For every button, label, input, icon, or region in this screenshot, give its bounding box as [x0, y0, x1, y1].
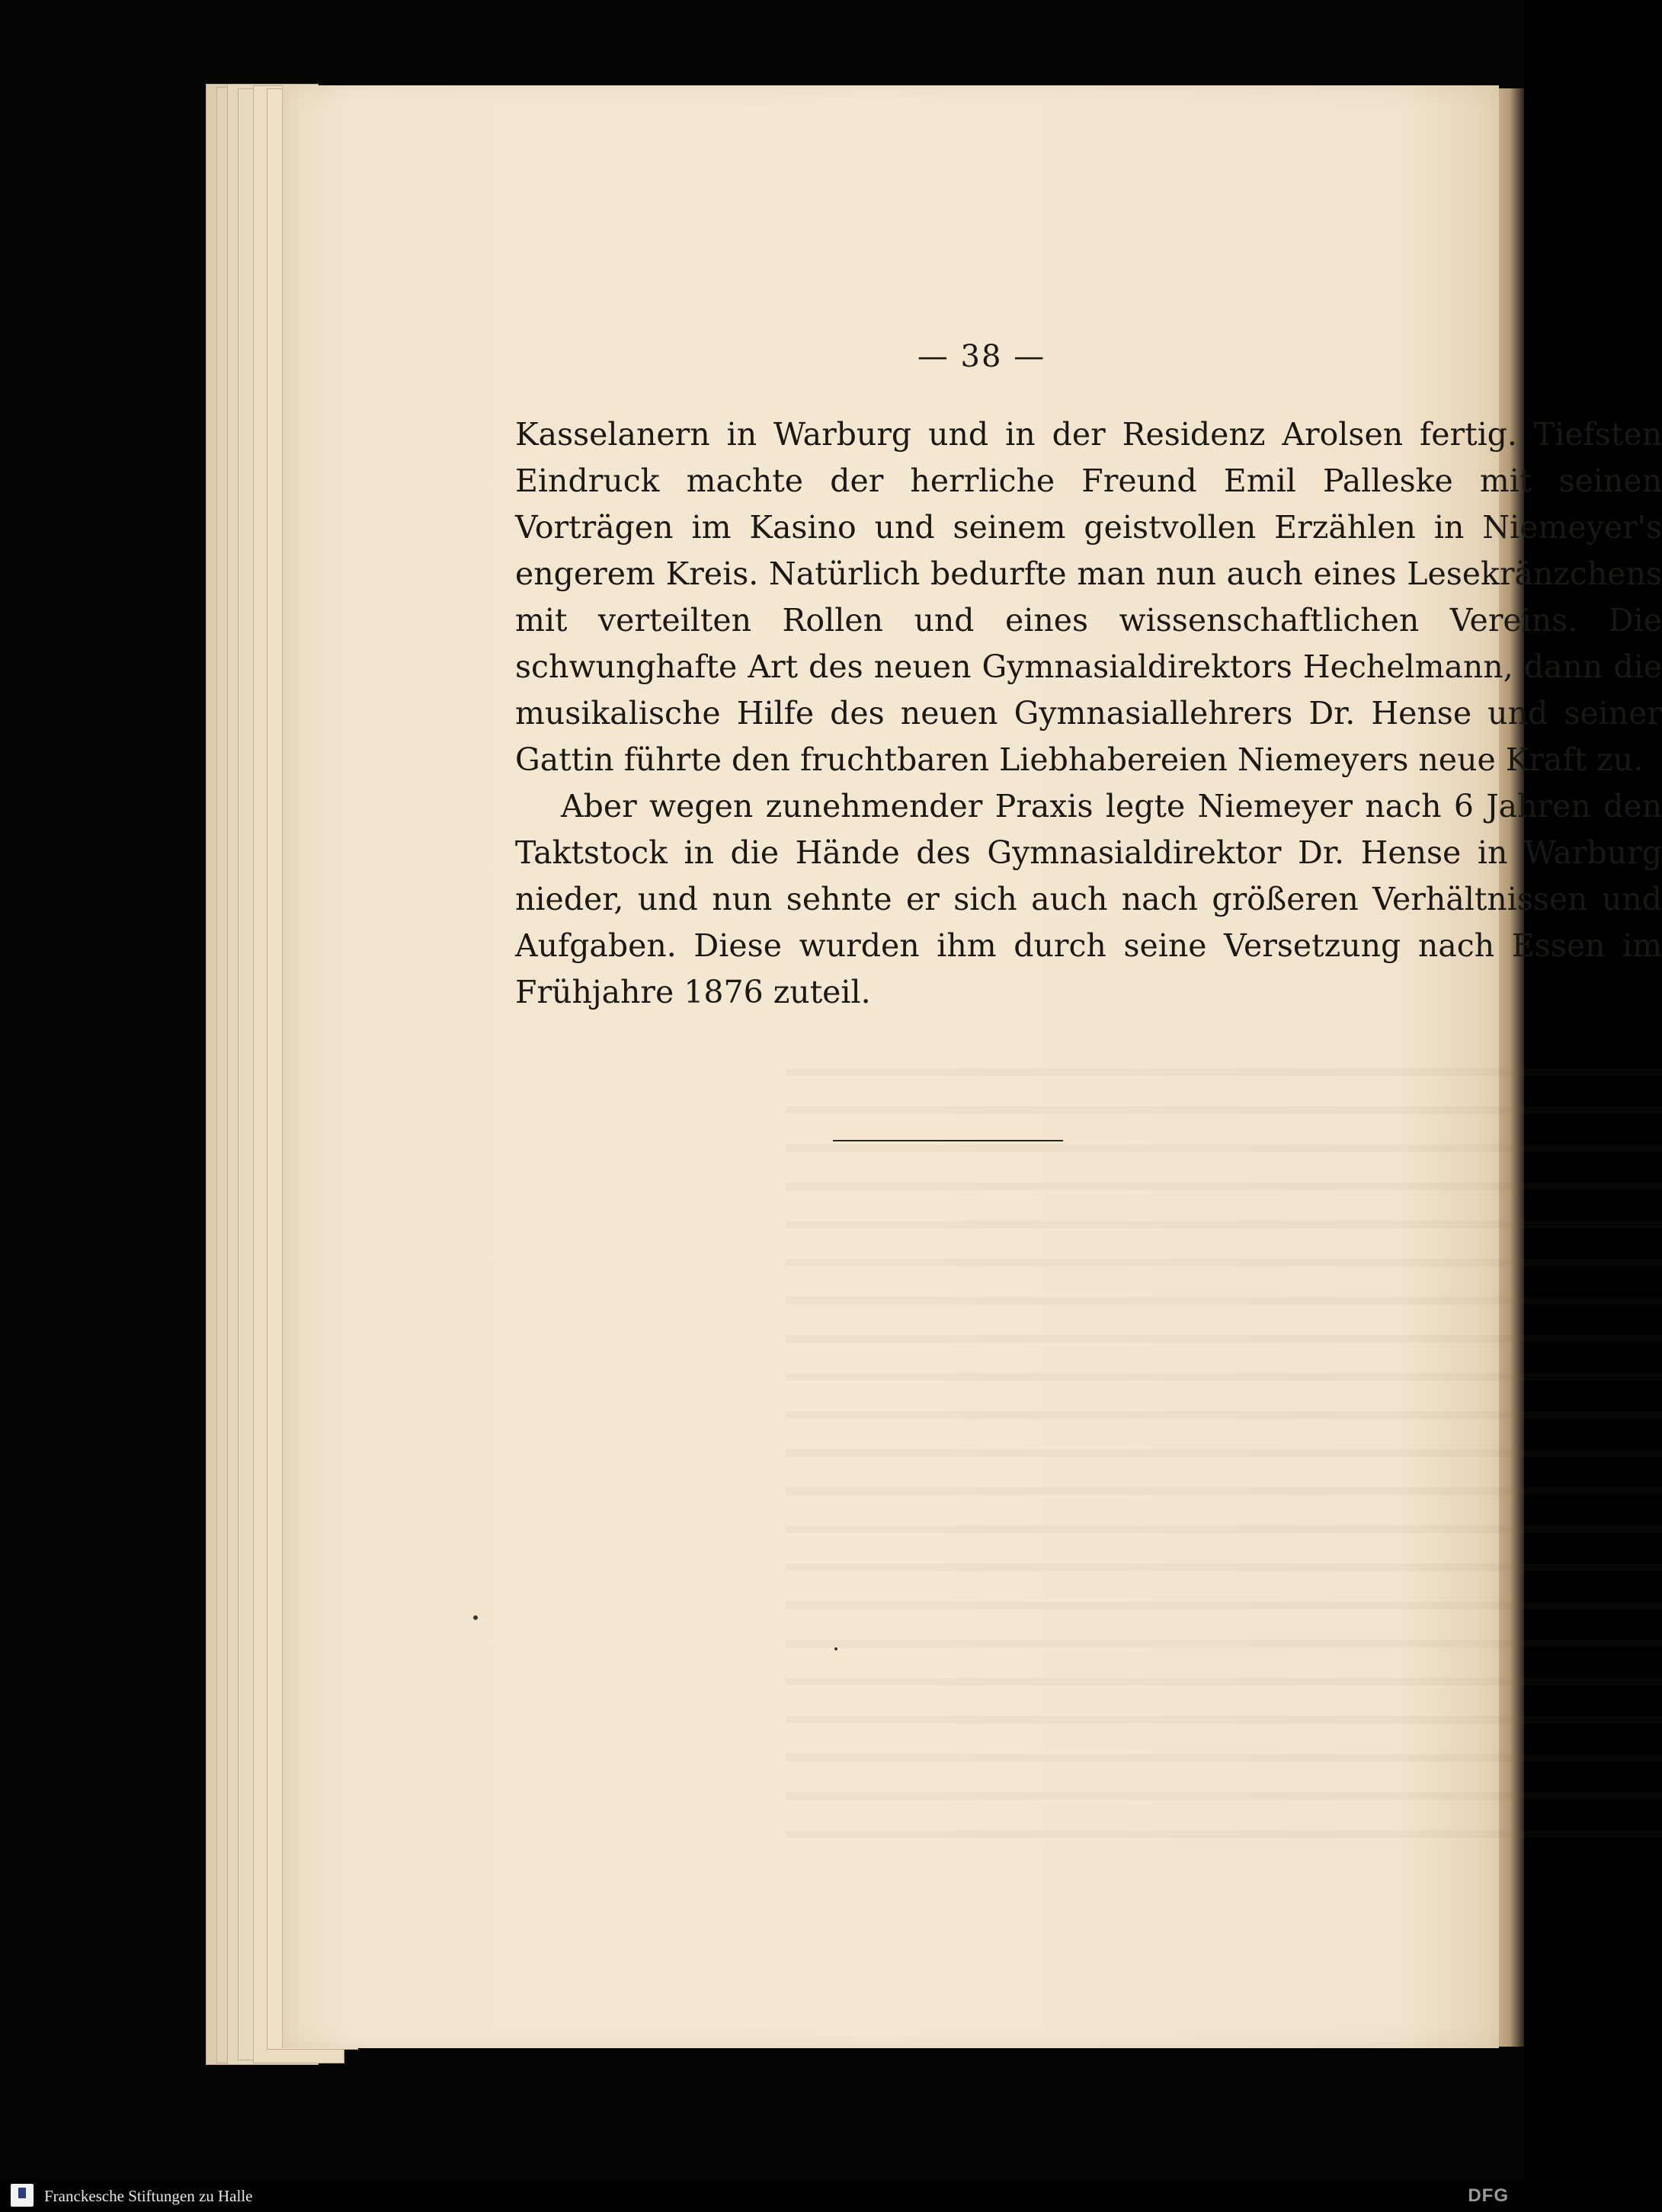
book-page: [282, 85, 1662, 2048]
paragraph-2: Aber wegen zunehmender Praxis legte Niemeyer nach 6 Jahren den Taktstock in die Hände des Gymnasialdirektor Dr. Hense in Warburg nieder, und nun sehnte er sich auch nach größeren Verhältnissen und Aufgaben. Diese wurden ihm durch seine Versetzung nach Essen im Frühjahre 1876 zuteil.: [515, 788, 1662, 1010]
page-number: — 38 —: [917, 339, 1046, 374]
institution-logo-icon: [11, 2184, 34, 2207]
show-through-text: [786, 1038, 1662, 1845]
paper-speck: [473, 1615, 478, 1620]
viewer-footer: [0, 2179, 1524, 2212]
dfg-logo: DFG: [1468, 2185, 1509, 2206]
paper-speck: [834, 1647, 837, 1650]
section-divider: [833, 1140, 1063, 1141]
body-text: [515, 411, 1662, 1016]
institution-name: Franckesche Stiftungen zu Halle: [44, 2187, 253, 2205]
paragraph-1: Kasselanern in Warburg und in der Residenz Arolsen fertig. Tiefsten Eindruck machte der herrliche Freund Emil Palleske mit seinen Vorträgen im Kasino und seinem geistvollen Erzählen in Niemeyer's engerem Kreis. Natürlich bedurfte man nun auch eines Lesekränzchens mit verteilten Rollen und eines wissenschaftlichen Vereins. Die schwunghafte Art des neuen Gymnasialdirektors Hechelmann, dann die musikalische Hilfe des neuen Gymnasiallehrers Dr. Hense und seiner Gattin führte den fruchtbaren Liebhabereien Niemeyers neue Kraft zu.: [515, 416, 1662, 778]
